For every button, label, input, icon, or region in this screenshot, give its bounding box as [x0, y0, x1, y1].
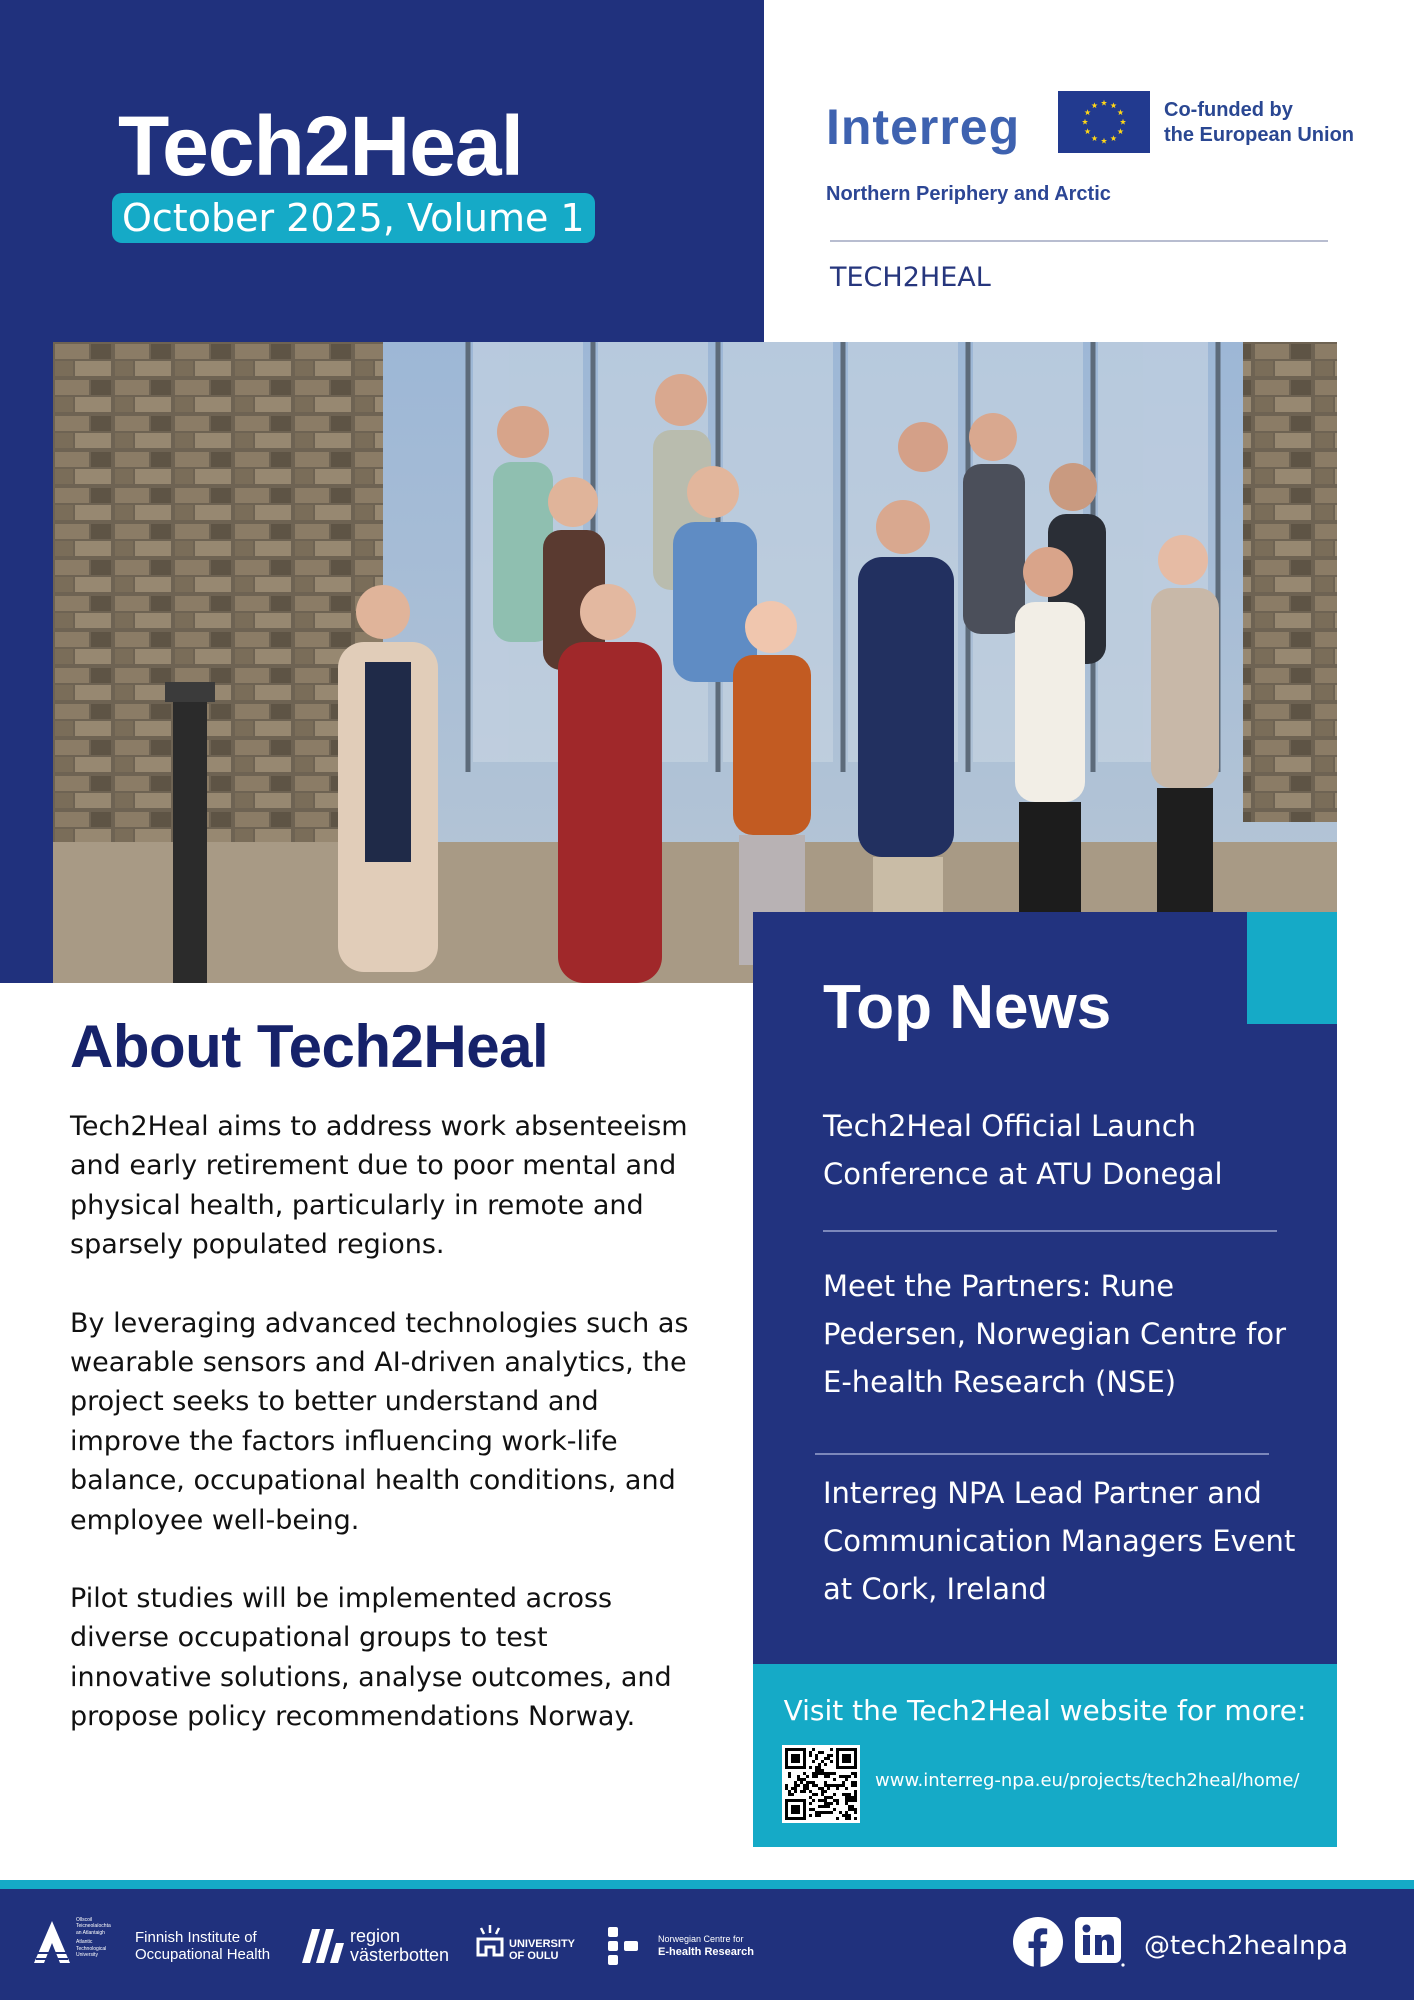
atu-line: Technological	[76, 1945, 107, 1952]
nse-line: E-health Research	[658, 1946, 754, 1958]
region-line: region	[350, 1926, 401, 1946]
cofunded-line-2: the European Union	[1164, 124, 1354, 146]
programme-name: Northern Periphery and Arctic	[826, 183, 1111, 205]
website-link[interactable]: www.interreg-npa.eu/projects/tech2heal/home/	[875, 1770, 1300, 1791]
eu-star	[1120, 119, 1126, 125]
atu-line: Teicneolaíochta	[76, 1923, 111, 1930]
finnish-institute-logo	[135, 1929, 270, 1963]
atu-line: Atlantic	[76, 1939, 93, 1946]
cofunded-label	[1164, 98, 1354, 148]
oulu-line: UNIVERSITY	[509, 1938, 576, 1950]
region-line: västerbotten	[350, 1945, 450, 1965]
branding-panel	[764, 0, 1414, 342]
footer-stripe	[0, 1880, 1414, 1889]
atu-line: University	[76, 1952, 98, 1959]
footer-bar	[0, 1889, 1414, 2000]
atu-line: Ollscoil	[76, 1917, 93, 1923]
eu-star	[1082, 119, 1088, 125]
qr-code-icon[interactable]	[782, 1745, 860, 1823]
about-paragraph: Tech2Heal aims to address work absenteeism and early retirement due to poor mental and physical health, particularly in remote and sparsely populated regions.	[70, 1111, 688, 1261]
eu-star	[1110, 135, 1116, 141]
facebook-icon[interactable]	[1013, 1917, 1063, 1967]
top-news-panel	[753, 912, 1337, 1664]
group-photo	[53, 342, 1337, 983]
eu-star	[1091, 102, 1097, 108]
visit-text: Visit the Tech2Heal website for more:	[783, 1694, 1307, 1727]
about-title: About Tech2Heal	[70, 1013, 549, 1080]
finnish-line: Finnish Institute of	[135, 1929, 257, 1946]
eu-star	[1085, 109, 1091, 115]
interreg-logo: Interreg	[826, 99, 1021, 155]
nse-mark-icon	[606, 1925, 640, 1967]
news-item-partners[interactable]: Meet the Partners: Rune Pedersen, Norwegian Centre for E-health Research (NSE)	[823, 1269, 1287, 1399]
visit-panel	[753, 1664, 1337, 1847]
news-item-cork-event[interactable]: Interreg NPA Lead Partner and Communication Managers Event at Cork, Ireland	[823, 1476, 1296, 1606]
volume-badge: October 2025, Volume 1	[112, 193, 595, 243]
social-handle[interactable]: @tech2healnpa	[1144, 1931, 1349, 1961]
linkedin-icon[interactable]	[1075, 1917, 1123, 1965]
oulu-line: OF OULU	[509, 1950, 559, 1962]
cofunded-line-1: Co-funded by	[1164, 99, 1293, 121]
top-news-title: Top News	[823, 973, 1112, 1042]
project-code: TECH2HEAL	[830, 262, 991, 293]
eu-star	[1117, 128, 1123, 134]
eu-star	[1101, 138, 1107, 144]
header-divider	[830, 240, 1328, 242]
about-paragraph: By leveraging advanced technologies such as wearable sensors and AI-driven analytics, the project seeks to better understand and improve the factors influencing work-life balance, occupational health conditions, and employee well-being.	[70, 1307, 689, 1536]
eu-star	[1091, 135, 1097, 141]
eu-flag-icon	[1058, 91, 1150, 153]
oulu-mark-icon	[475, 1925, 505, 1961]
nse-line: Norwegian Centre for	[658, 1934, 744, 1944]
atu-mark-icon	[32, 1919, 72, 1965]
atu-line: an Atlantaigh	[76, 1929, 105, 1936]
eu-star	[1085, 128, 1091, 134]
news-divider	[815, 1453, 1269, 1455]
finnish-line: Occupational Health	[135, 1946, 271, 1963]
about-paragraph: Pilot studies will be implemented across diverse occupational groups to test innovative solutions, analyse outcomes, and propose policy recommendations Norway.	[70, 1583, 672, 1733]
eu-star	[1110, 102, 1116, 108]
news-item-launch[interactable]: Tech2Heal Official Launch Conference at ATU Donegal	[823, 1109, 1223, 1191]
eu-star	[1101, 100, 1107, 106]
about-body	[70, 1107, 690, 1776]
news-divider	[823, 1230, 1277, 1232]
region-mark-icon	[302, 1929, 344, 1963]
news-accent-block	[1247, 912, 1337, 1024]
newsletter-title: Tech2Heal	[118, 99, 523, 193]
eu-star	[1117, 109, 1123, 115]
